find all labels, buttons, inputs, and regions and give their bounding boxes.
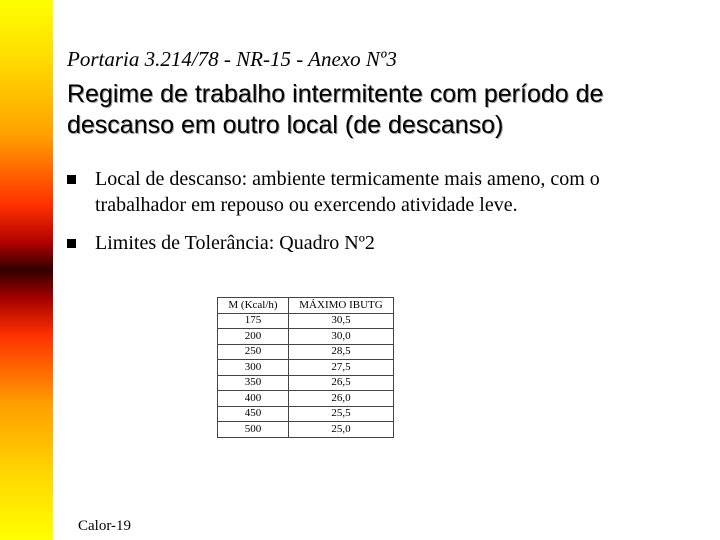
table-row [218, 422, 394, 438]
table-row [218, 313, 394, 329]
table-cell: 27,5 [289, 360, 394, 376]
bullet-text: Limites de Tolerância: Quadro Nº2 [95, 232, 375, 254]
square-bullet-icon [67, 175, 76, 184]
table-row [218, 329, 394, 345]
slide-title: Regime de trabalho intermitente com período de descanso em outro local (de descanso) [67, 80, 604, 139]
table-cell: 300 [218, 360, 289, 376]
table-row [218, 375, 394, 391]
table-cell: 26,5 [289, 375, 394, 391]
table-cell: 30,5 [289, 313, 394, 329]
bullet-item [67, 230, 687, 256]
table-row [218, 391, 394, 407]
table-cell: 175 [218, 313, 289, 329]
table-cell: 26,0 [289, 391, 394, 407]
table-cell: 200 [218, 329, 289, 345]
table-cell: 250 [218, 344, 289, 360]
bullet-item [67, 166, 687, 218]
table-cell: 500 [218, 422, 289, 438]
bullet-text: Local de descanso: ambiente termicamente mais ameno, com o trabalhador em repouso ou exercendo atividade leve. [95, 168, 600, 216]
table-cell: 28,5 [289, 344, 394, 360]
table-cell: 25,5 [289, 406, 394, 422]
slide-subtitle: Portaria 3.214/78 - NR-15 - Anexo Nº3 [67, 47, 397, 71]
table-cell: 450 [218, 406, 289, 422]
table-cell: 350 [218, 375, 289, 391]
table-cell: 25,0 [289, 422, 394, 438]
table-cell: 30,0 [289, 329, 394, 345]
table-header-metabolism: M (Kcal/h) [218, 298, 289, 314]
bullet-list [67, 166, 687, 268]
table-row [218, 360, 394, 376]
slide-footer: Calor-19 [78, 518, 132, 534]
table-header-row [218, 298, 394, 314]
table-row [218, 406, 394, 422]
table-header-max-ibutg: MÁXIMO IBUTG [289, 298, 394, 314]
tolerance-table [217, 297, 394, 438]
table-row [218, 344, 394, 360]
square-bullet-icon [67, 239, 76, 248]
decorative-sidebar [0, 0, 53, 540]
table-cell: 400 [218, 391, 289, 407]
